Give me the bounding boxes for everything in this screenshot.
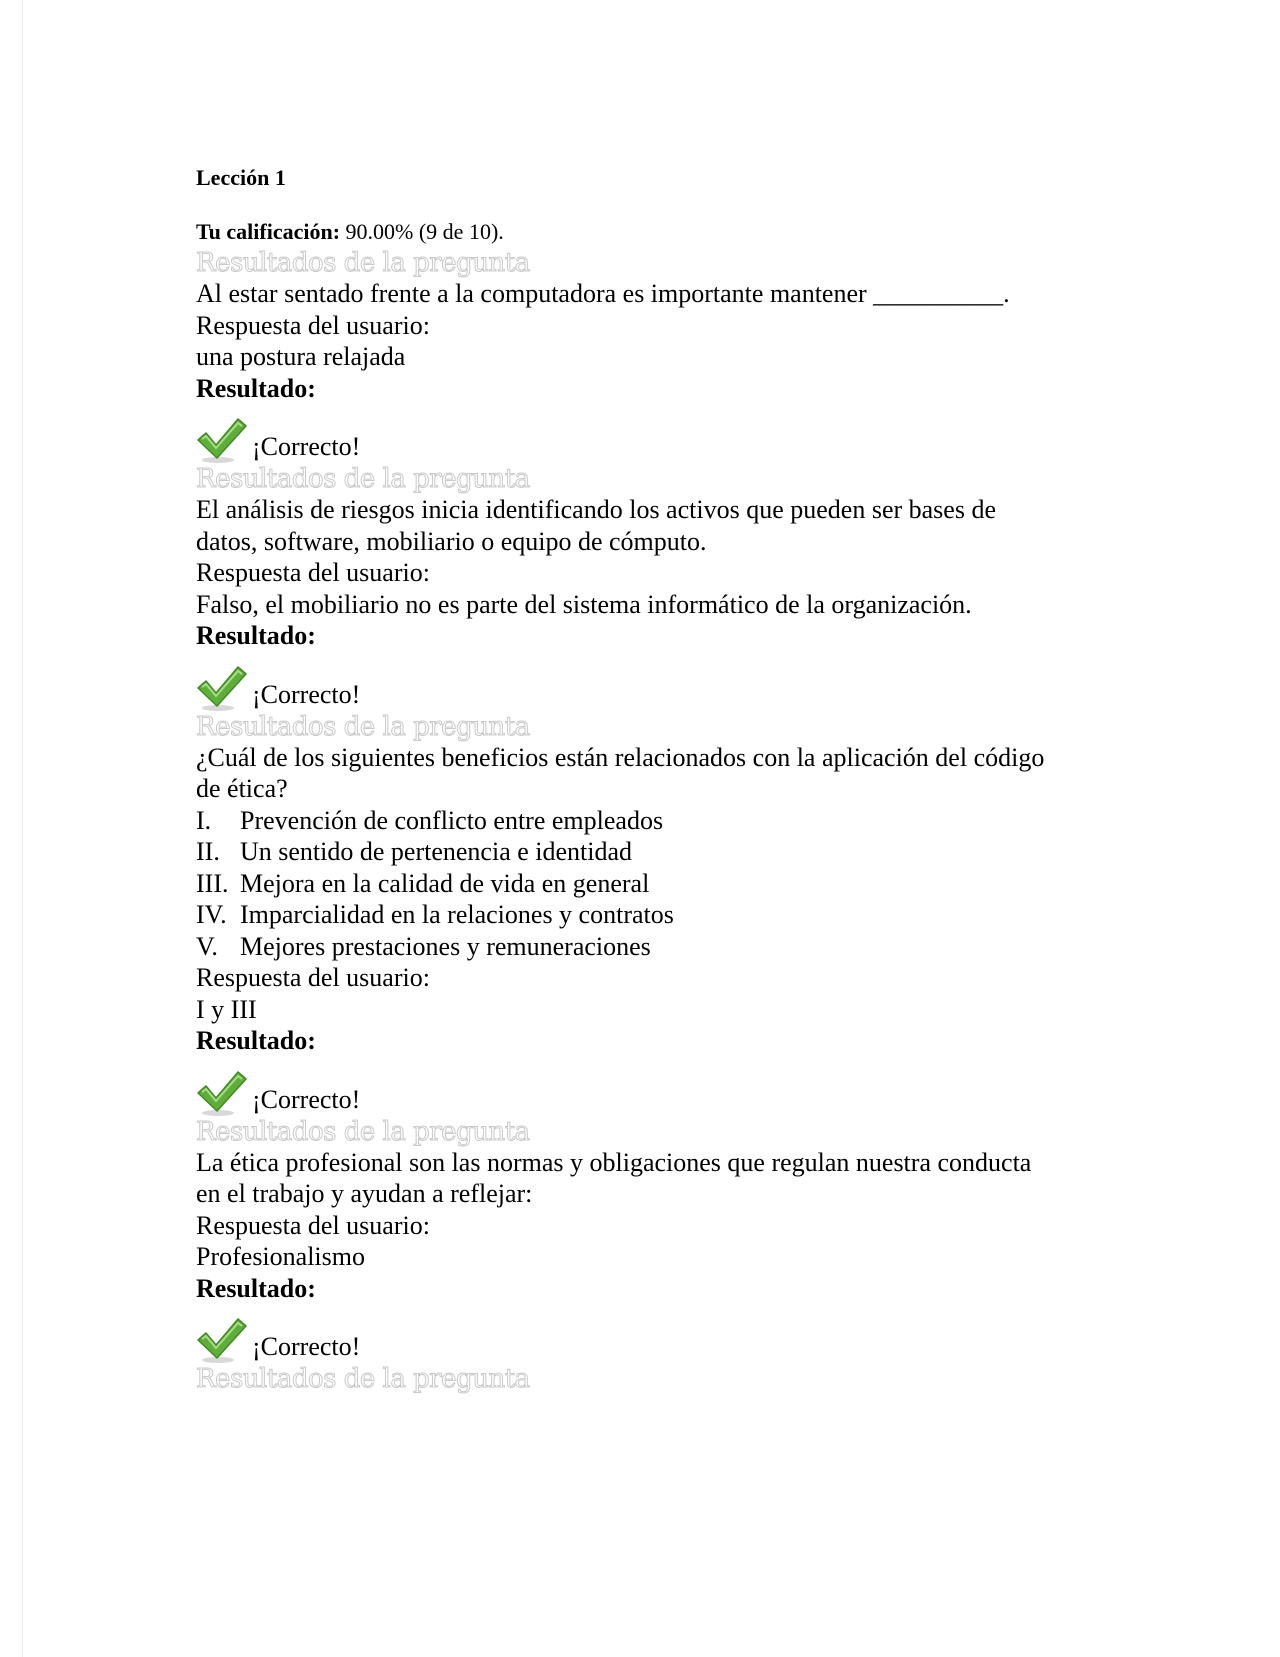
quiz-results [196, 162, 1096, 1394]
question-results-header: Resultados de la pregunta [196, 464, 530, 494]
checkmark-icon [196, 664, 248, 712]
question-text: en el trabajo y ayudan a reflejar: [196, 1179, 533, 1208]
grade-label: Tu calificación: [196, 219, 341, 244]
option-number: I. [196, 805, 212, 835]
option-item [196, 836, 1096, 868]
option-item [196, 931, 1096, 963]
correct-text: ¡Correcto! [252, 1332, 361, 1361]
question-text: de ética? [196, 774, 288, 803]
question-text: datos, software, mobiliario o equipo de cómputo. [196, 526, 707, 556]
question-results-header: Resultados de la pregunta [196, 1364, 530, 1394]
option-text: Un sentido de pertenencia e identidad [240, 837, 633, 866]
correct-text: ¡Correcto! [252, 432, 361, 461]
question-text: La ética profesional son las normas y obligaciones que regulan nuestra conducta [196, 1147, 1032, 1177]
question-4 [196, 1147, 1096, 1365]
option-number: IV. [196, 900, 227, 929]
result-label: Resultado: [196, 373, 316, 403]
option-text: Mejores prestaciones y remuneraciones [240, 931, 651, 961]
result-label: Resultado: [196, 1026, 316, 1055]
user-answer: I y III [196, 994, 257, 1024]
lesson-title: Lección 1 [196, 165, 286, 190]
result-label: Resultado: [196, 621, 316, 650]
user-answer-label: Respuesta del usuario: [196, 558, 430, 587]
checkmark-icon [196, 1316, 248, 1364]
question-1 [196, 278, 1096, 464]
option-text: Imparcialidad en la relaciones y contratos [240, 900, 674, 929]
option-item [196, 805, 1096, 837]
option-item [196, 899, 1096, 931]
option-number: V. [196, 931, 218, 961]
correct-text: ¡Correcto! [252, 1084, 361, 1114]
user-answer: Falso, el mobiliario no es parte del sistema informático de la organización. [196, 589, 972, 619]
user-answer-label: Respuesta del usuario: [196, 310, 430, 340]
option-text: Prevención de conflicto entre empleados [240, 805, 664, 835]
result-row [196, 404, 1096, 464]
question-results-header: Resultados de la pregunta [196, 711, 530, 742]
page-edge [22, 0, 23, 1657]
grade-value: 90.00% (9 de 10). [345, 219, 504, 244]
user-answer-label: Respuesta del usuario: [196, 963, 430, 992]
checkmark-icon [196, 416, 248, 464]
option-text: Mejora en la calidad de vida en general [240, 868, 650, 898]
question-text: Al estar sentado frente a la computadora es importante mantener __________. [196, 279, 1010, 308]
user-answer-label: Respuesta del usuario: [196, 1210, 430, 1240]
result-row [196, 1304, 1096, 1364]
question-text: ¿Cuál de los siguientes beneficios están relacionados con la aplicación del código [196, 742, 1045, 772]
question-3 [196, 742, 1096, 1117]
result-row [196, 1057, 1096, 1117]
correct-text: ¡Correcto! [252, 679, 361, 709]
user-answer: una postura relajada [196, 342, 406, 371]
result-row [196, 652, 1096, 712]
question-text: El análisis de riesgos inicia identificando los activos que pueden ser bases de [196, 495, 996, 524]
option-number: II. [196, 837, 220, 866]
question-results-header: Resultados de la pregunta [196, 248, 530, 278]
option-number: III. [196, 868, 229, 898]
result-label: Resultado: [196, 1273, 316, 1303]
grade-line [196, 216, 1096, 248]
question-results-header: Resultados de la pregunta [196, 1116, 530, 1147]
question-2 [196, 494, 1096, 712]
option-item [196, 868, 1096, 900]
user-answer: Profesionalismo [196, 1242, 365, 1271]
checkmark-icon [196, 1069, 248, 1117]
